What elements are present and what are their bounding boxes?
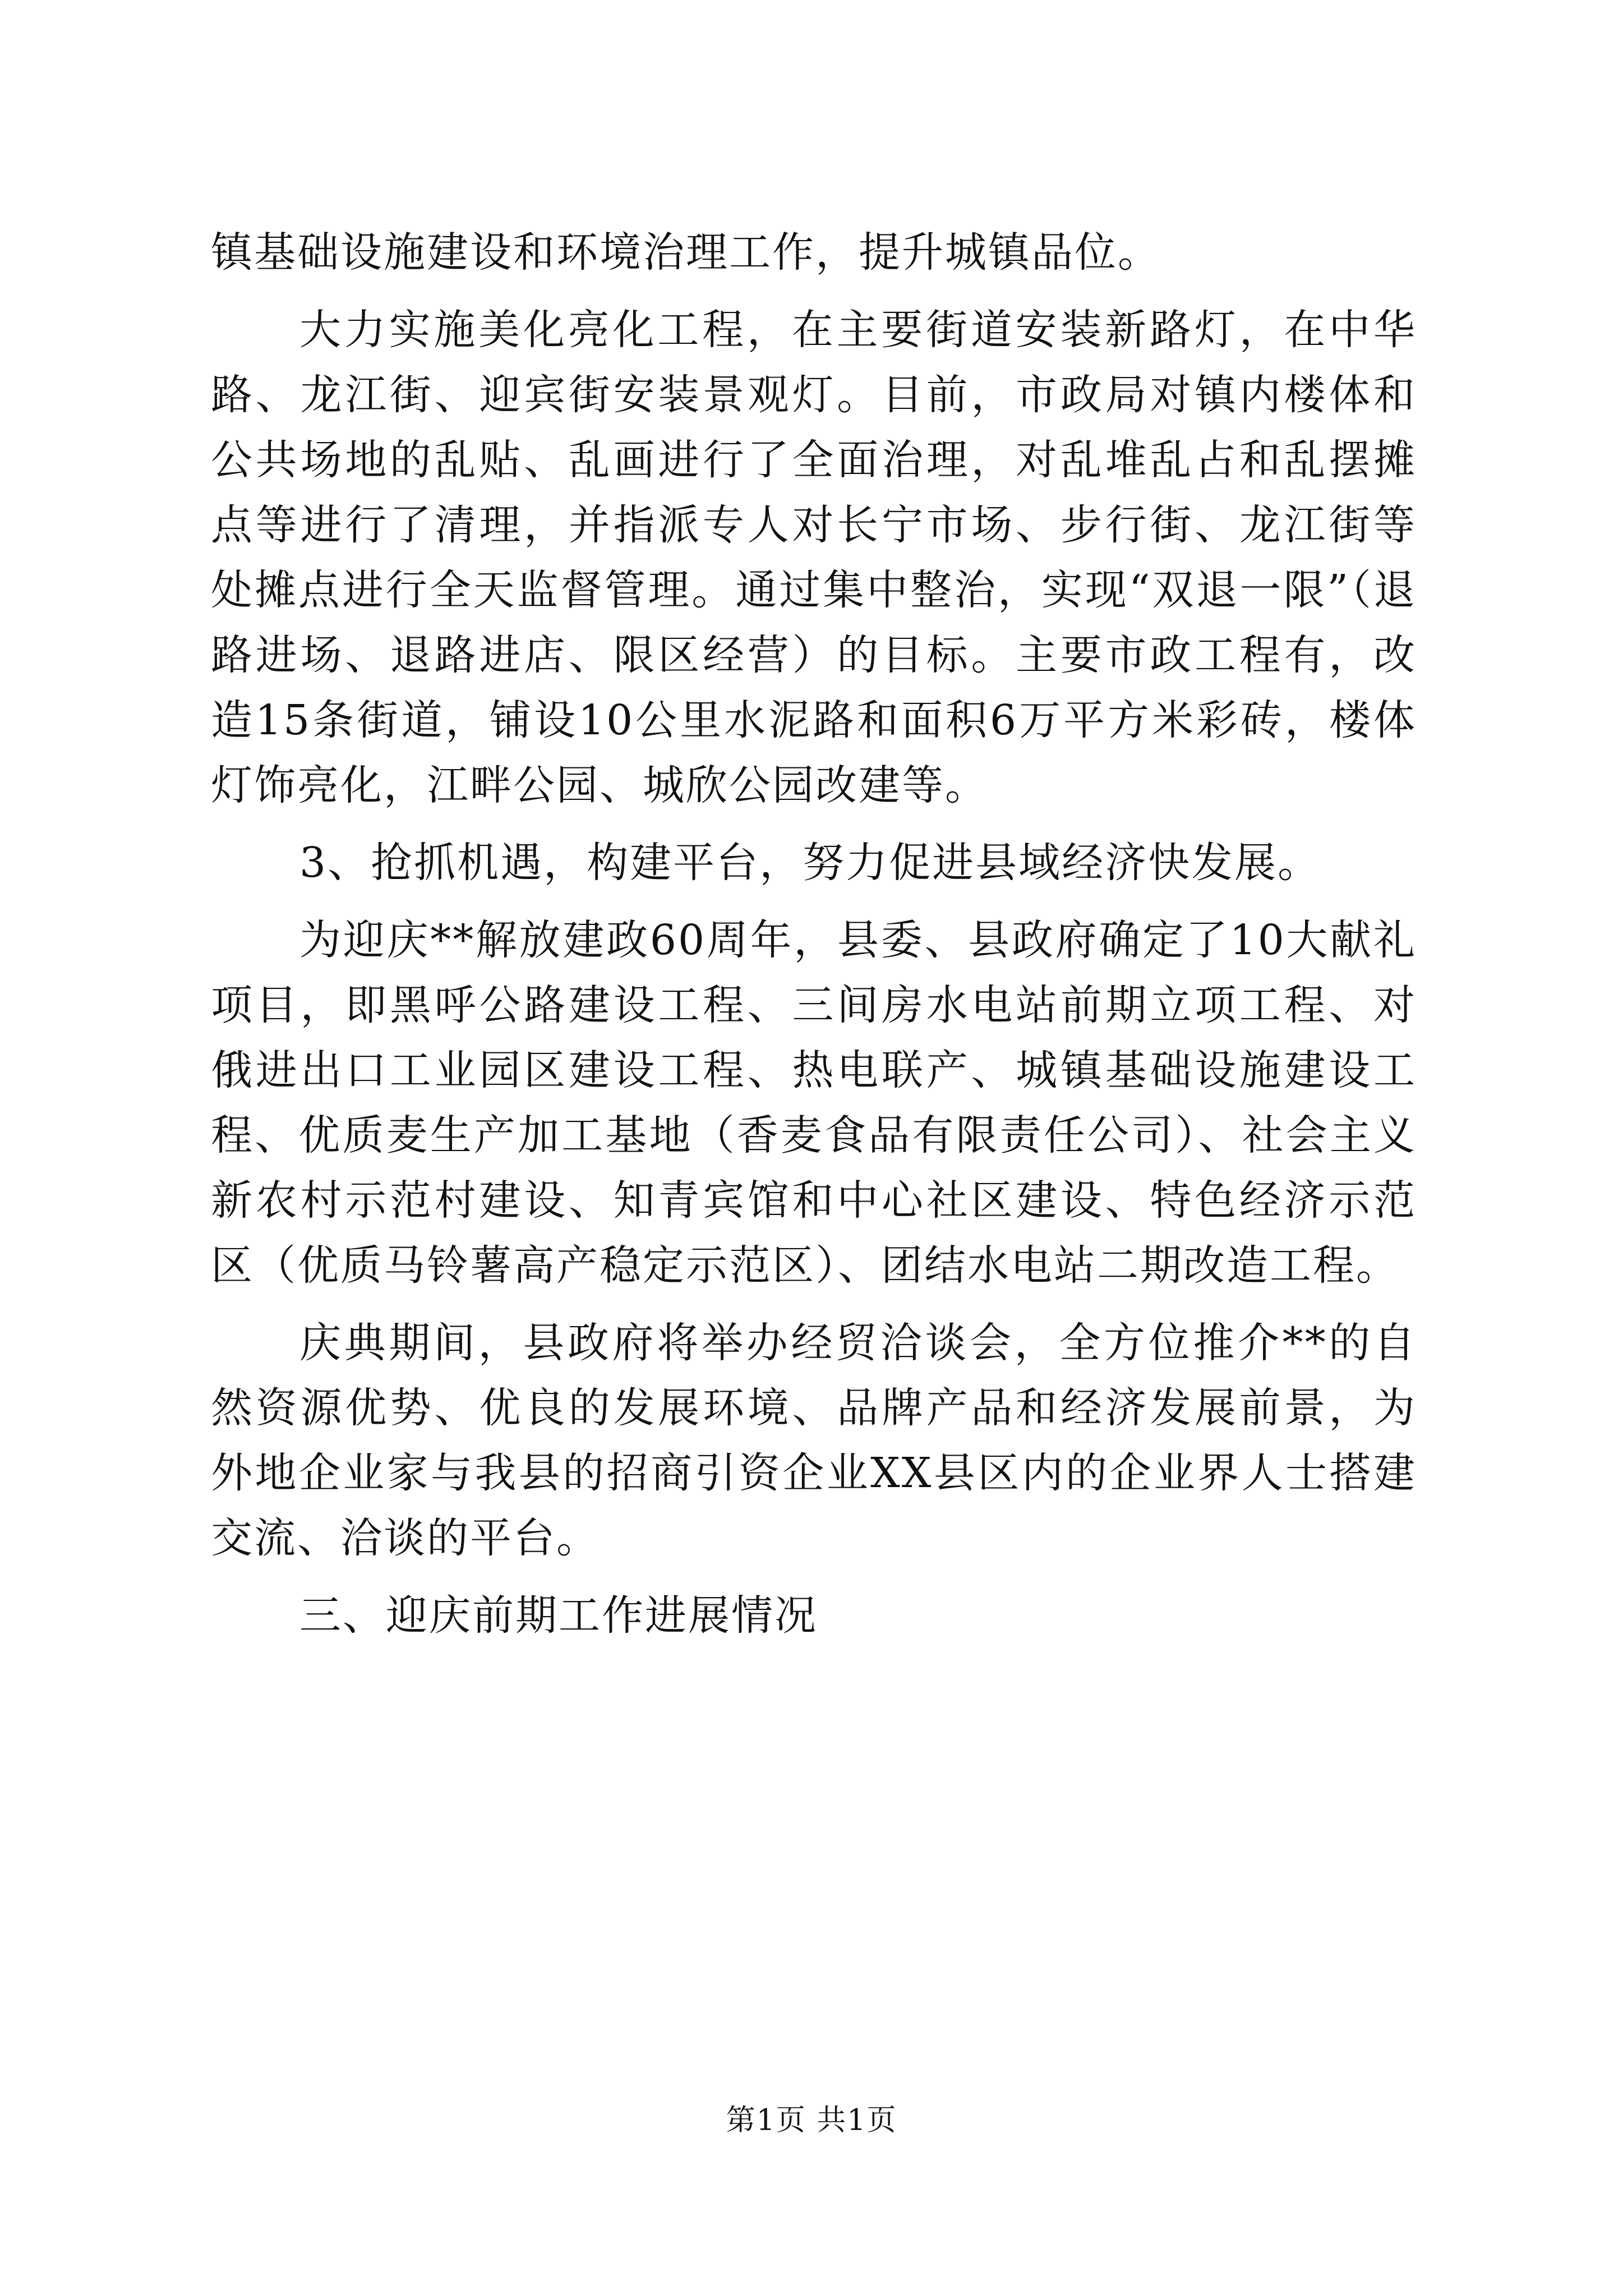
- paragraph-beautification-project: 大力实施美化亮化工程，在主要街道安装新路灯，在中华路、龙江街、迎宾街安装景观灯。目前，市政局对镇内楼体和公共场地的乱贴、乱画进行了全面治理，对乱堆乱占和乱摆摊点等进行了清理，并指派专人对长宁市场、步行街、龙江街等处摊点进行全天监督管理。通过集中整治，实现“双退一限”（退路进场、退路进店、限区经营）的目标。主要市政工程有，改造15条街道，铺设10公里水泥路和面积6万平方米彩砖，楼体灯饰亮化，江畔公园、城欣公园改建等。: [211, 306, 1417, 809]
- paragraph-trade-fair: 庆典期间，县政府将举办经贸洽谈会，全方位推介**的自然资源优势、优良的发展环境、品牌产品和经济发展前景，为外地企业家与我县的招商引资企业XX县区内的企业界人士搭建交流、洽谈的平台。: [211, 1319, 1417, 1562]
- paragraph-section-heading-3: 3、抢抓机遇，构建平台，努力促进县域经济快发展。: [299, 839, 1321, 887]
- paragraph-ten-projects: 为迎庆**解放建政60周年，县委、县政府确定了10大献礼项目，即黑呼公路建设工程、三间房水电站前期立项工程、对俄进出口工业园区建设工程、热电联产、城镇基础设施建设工程、优质麦生产加工基地（香麦食品有限责任公司）、社会主义新农村示范村建设、知青宾馆和中心社区建设、特色经济示范区（优质马铃薯高产稳定示范区）、团结水电站二期改造工程。: [211, 916, 1417, 1290]
- paragraph-section-heading-three: 三、迎庆前期工作进展情况: [299, 1591, 818, 1640]
- paragraph-continuation: 镇基础设施建设和环境治理工作，提升城镇品位。: [211, 228, 1161, 277]
- document-body: [211, 220, 1417, 1660]
- page-footer: 第1页 共1页: [726, 2104, 897, 2137]
